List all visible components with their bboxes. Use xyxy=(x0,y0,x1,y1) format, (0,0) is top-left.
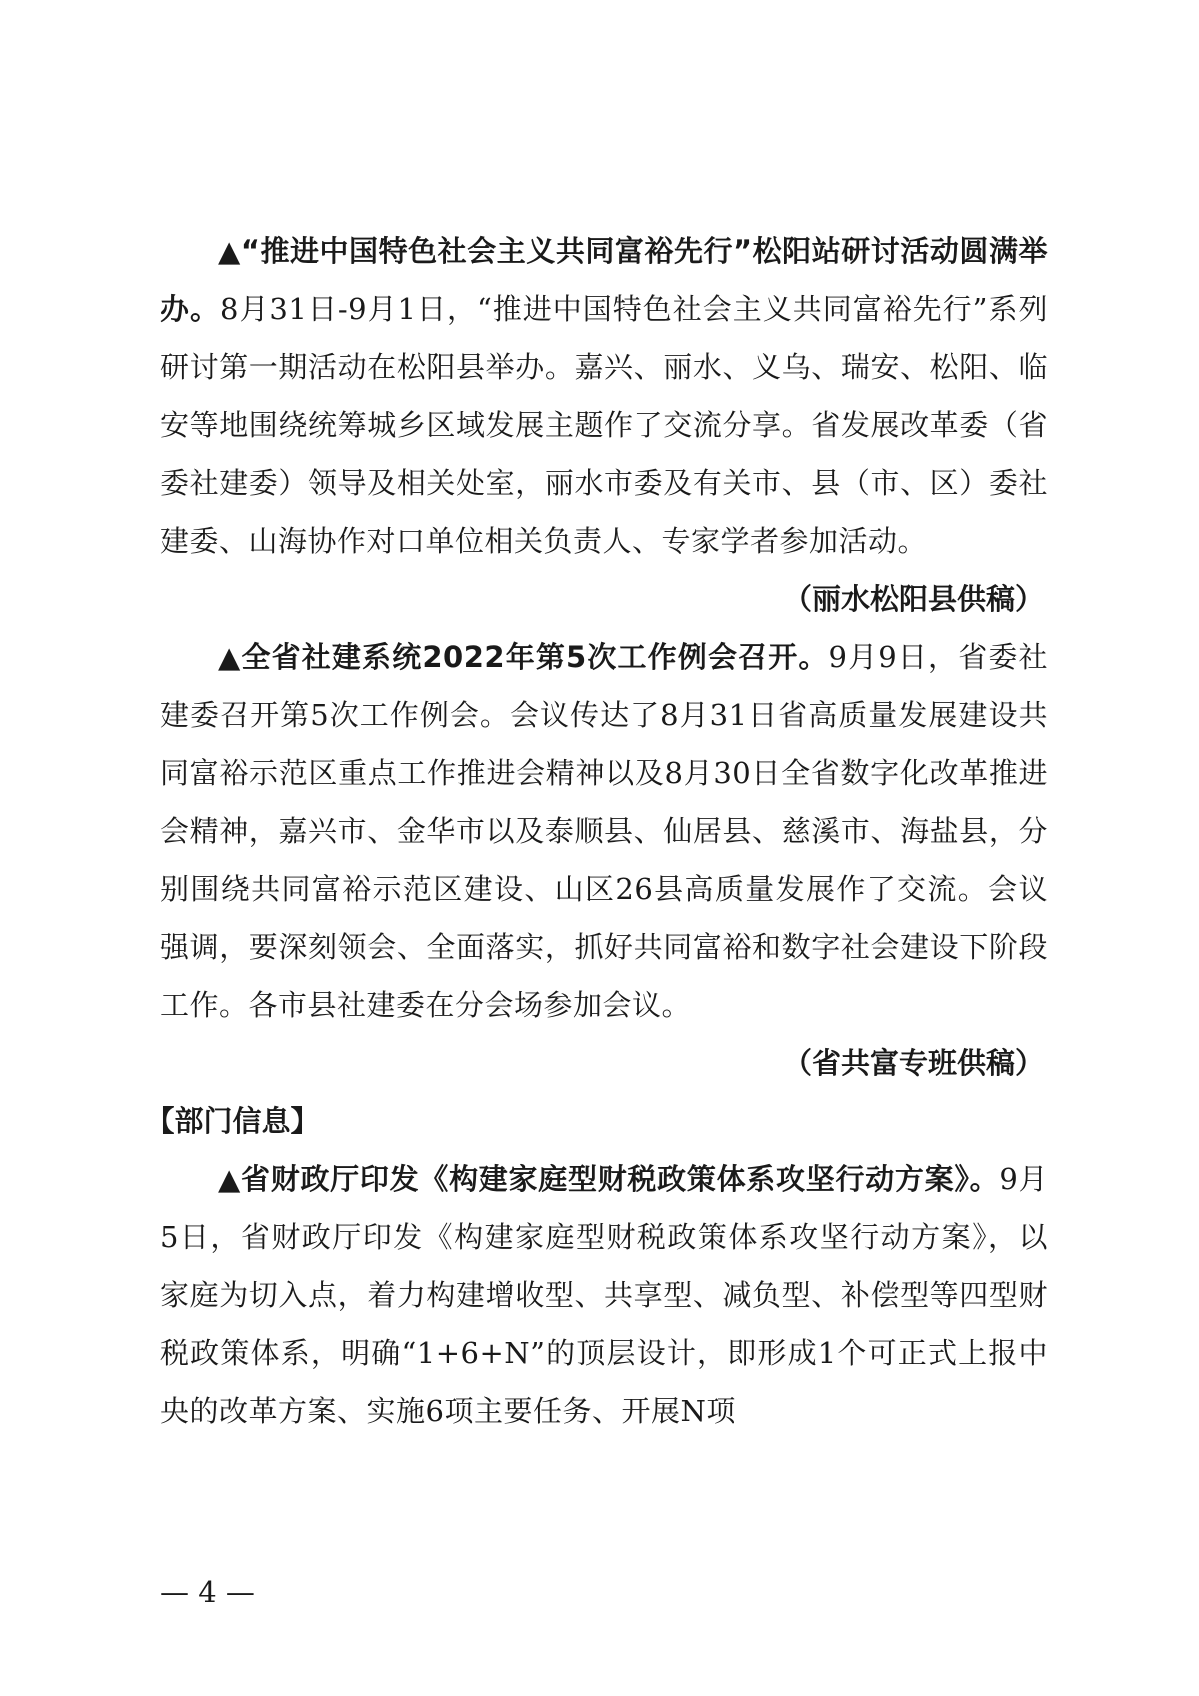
article-meeting-lead: ▲全省社建系统2022年第5次工作例会召开。 xyxy=(218,640,829,674)
article-finance xyxy=(160,1150,1048,1440)
section-heading-dept-info: 【部门信息】 xyxy=(145,1104,320,1138)
article-meeting xyxy=(160,628,1048,1034)
page-content xyxy=(145,222,1049,1440)
article-meeting-body: 9月9日，省委社建委召开第5次工作例会。会议传达了8月31日省高质量发展建设共同富裕示范区重点工作推进会精神以及8月30日全省数字化改革推进会精神，嘉兴市、金华市以及泰顺县、仙居县、慈溪市、海盐县，分别围绕共同富裕示范区建设、山区26县高质量发展作了交流。会议强调，要深刻领会、全面落实，抓好共同富裕和数字社会建设下阶段工作。各市县社建委在分会场参加会议。 xyxy=(160,640,1048,1022)
article-songyang-body: 8月31日-9月1日，“推进中国特色社会主义共同富裕先行”系列研讨第一期活动在松阳县举办。嘉兴、丽水、义乌、瑞安、松阳、临安等地围绕统筹城乡区域发展主题作了交流分享。省发展改革委（省委社建委）领导及相关处室，丽水市委及有关市、县（市、区）委社建委、山海协作对口单位相关负责人、专家学者参加活动。 xyxy=(160,292,1048,558)
article-meeting-source: （省共富专班供稿） xyxy=(782,1046,1044,1080)
article-songyang-source: （丽水松阳县供稿） xyxy=(782,582,1044,616)
article-finance-body: 9月5日，省财政厅印发《构建家庭型财税政策体系攻坚行动方案》，以家庭为切入点，着力构建增收型、共享型、减负型、补偿型等四型财税政策体系，明确“1+6+N”的顶层设计，即形成1个可正式上报中央的改革方案、实施6项主要任务、开展N项 xyxy=(160,1162,1049,1428)
page-number: — 4 — xyxy=(160,1575,255,1609)
article-songyang xyxy=(160,222,1048,570)
article-finance-lead: ▲省财政厅印发《构建家庭型财税政策体系攻坚行动方案》。 xyxy=(218,1162,1000,1196)
article-songyang-lead: ▲“推进中国特色社会主义共同富裕先行”松阳站研讨活动圆满举办。 xyxy=(160,234,1048,326)
